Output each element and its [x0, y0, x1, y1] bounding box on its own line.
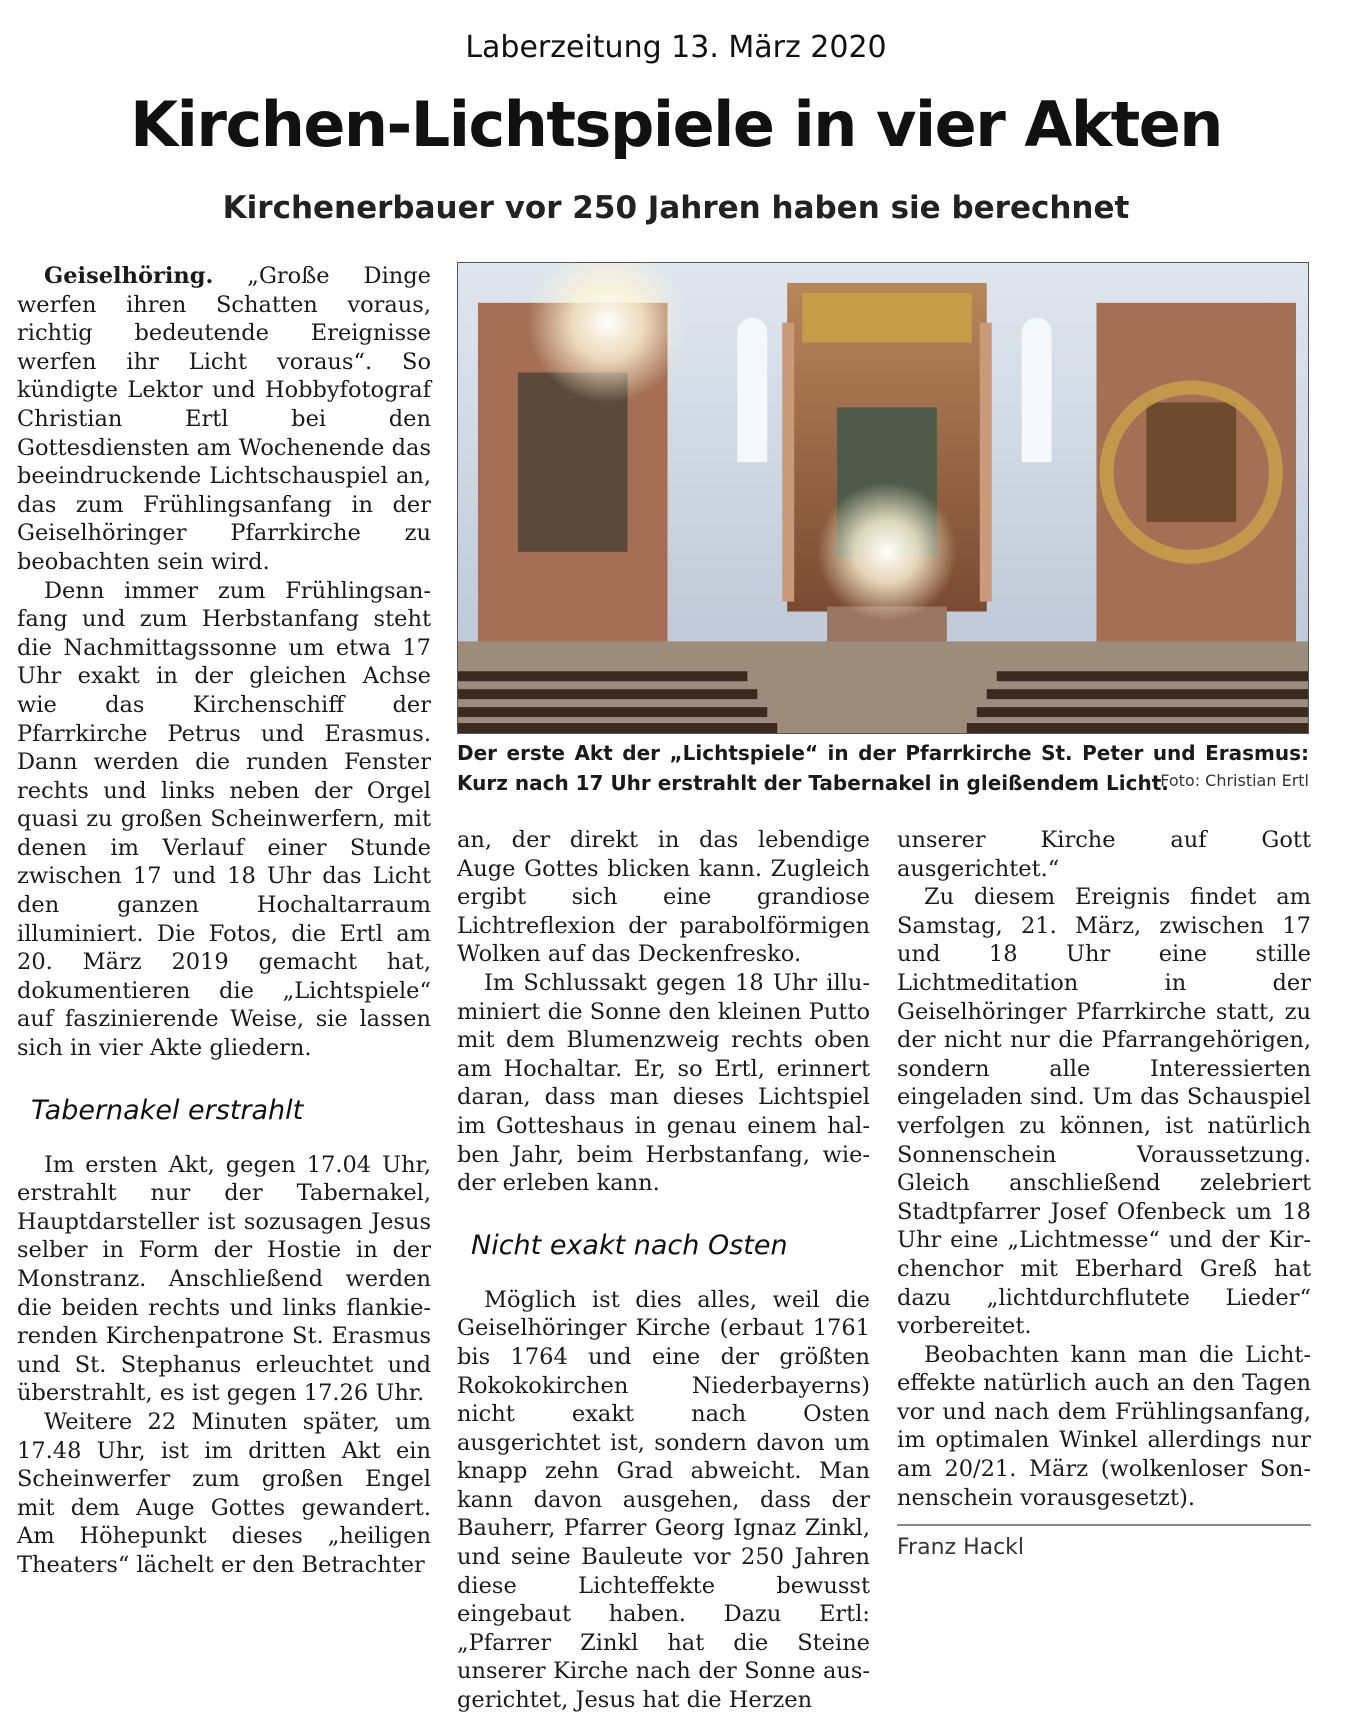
author-divider — [897, 1524, 1311, 1526]
headline: Kirchen-Lichtspiele in vier Akten — [130, 88, 1222, 161]
paragraph-5: Im Schlussakt gegen 18 Uhr illuminiert die Sonne den kleinen Putto mit dem Blumenzweig rechts oben am Hochaltar. Er, so Ertl, erinnert daran, dass man dieses Lichtspiel im Gotteshaus in genau einem halben Jahr, beim Herbstanfang, wieder erleben kann. — [457, 969, 870, 1197]
paragraph-6-continued: unserer Kirche auf Gott ausgerichtet.“ — [897, 827, 1311, 882]
paragraph-8: Beobachten kann man die Lichteffekte natürlich auch an den Tagen vor und nach dem Frühlingsanfang, im optimalen Winkel allerdings nur am 20/21. März (wolkenloser Sonnenschein vorausgesetzt). — [897, 1341, 1311, 1511]
subheading-tabernakel: Tabernakel erstrahlt — [31, 1094, 304, 1126]
paragraph-6: Möglich ist dies alles, weil die Geiselhöringer Kirche (erbaut 1761 bis 1764 und eine der größten Rokokokirchen Niederbayerns) nicht exakt nach Osten ausgerichtet ist, sondern davon um knapp zehn Grad abweicht. Man kann davon ausgehen, dass der Bauherr, Pfarrer Georg Ignaz Zinkl, und seine Bauleute vor 250 Jahren diese Lichteffekte bewusst eingebaut haben. Dazu Ertl: „Pfarrer Zinkl hat die Steine unserer Kirche nach der Sonne ausgerichtet, Jesus hat die Herzen — [457, 1286, 870, 1714]
church-interior-icon — [458, 263, 1308, 733]
author-name: Franz Hackl — [897, 1535, 1025, 1561]
photo-credit: Foto: Christian Ertl — [1160, 771, 1309, 790]
paragraph-7: Zu diesem Ereignis findet am Samstag, 21. März, zwischen 17 und 18 Uhr eine stille Lichtmeditation in der Geiselhöringer Pfarrkirche statt, zu der nicht nur die Pfarrangehörigen, sondern alle Interessierten eingeladen sind. Um das Schauspiel verfolgen zu können, ist natürlich Sonnenschein Voraussetzung. Gleich anschließend zelebriert Stadtpfarrer Josef Ofenbeck um 18 Uhr eine „Lichtmesse“ und der Kirchenchor mit Eberhard Greß hat dazu „lichtdurchflutete Lieder“ vorbereitet. — [897, 884, 1311, 1340]
article-column-1 — [17, 262, 431, 1580]
dateline: Geiselhöring. — [44, 263, 214, 289]
paragraph-4: Weitere 22 Minuten später, um 17.48 Uhr, ist im dritten Akt ein Scheinwerfer zum großen Engel mit dem Auge Gottes gewandert. Am Höhepunkt dieses „heiligen Theaters“ lächelt er den Betrachter — [17, 1408, 431, 1578]
subheading-osten: Nicht exakt nach Osten — [471, 1229, 788, 1261]
article-column-3 — [897, 826, 1311, 1563]
paragraph-2: Denn immer zum Frühlingsanfang und zum Herbstanfang steht die Nachmittagssonne um etwa 17 Uhr exakt in der gleichen Achse wie das Kirchenschiff der Pfarrkirche Petrus und Erasmus. Dann werden die runden Fenster rechts und links neben der Orgel quasi zu großen Scheinwerfern, mit denen im Verlauf einer Stunde zwischen 17 und 18 Uhr das Licht den ganzen Hochaltarraum illuminiert. Die Fotos, die Ertl am 20. März 2019 gemacht hat, dokumentieren die „Lichtspiele“ auf faszinierende Weise, sie lassen sich in vier Akte gliedern. — [17, 577, 431, 1062]
article-column-2 — [457, 826, 870, 1715]
paragraph-1 — [17, 262, 431, 577]
caption-text: Der erste Akt der „Lichtspiele“ in der Pfarrkirche St. Peter und Erasmus: Kurz nach 17 Uhr erstrahlt der Tabernakel in gleißendem Licht. — [457, 741, 1309, 795]
source-line: Laberzeitung 13. März 2020 — [465, 30, 887, 65]
paragraph-4-continued: an, der direkt in das lebendige Auge Gottes blicken kann. Zugleich ergibt sich eine grandiose Lichtreflexion der parabolförmigen Wolken auf das Deckenfresko. — [457, 827, 870, 968]
paragraph-1-text: „Große Dinge werfen ihren Schatten voraus, richtig bedeutende Ereignisse werfen ihr Licht voraus“. So kündigte Lektor und Hobbyfotograf Christian Ertl bei den Gottesdiensten am Wochenende das beeindruckende Lichtschauspiel an, das zum Frühlingsanfang in der Geiselhöringer Pfarrkirche zu beobachten sein wird. — [17, 263, 431, 575]
paragraph-3: Im ersten Akt, gegen 17.04 Uhr, erstrahlt nur der Tabernakel, Hauptdarsteller ist sozusagen Jesus selber in Form der Hostie in der Monstranz. Anschließend werden die beiden rechts und links flankierenden Kirchenpatrone St. Erasmus und St. Stephanus erleuchtet und überstrahlt, es ist gegen 17.26 Uhr. — [17, 1151, 431, 1407]
subheadline: Kirchenerbauer vor 250 Jahren haben sie berechnet — [222, 190, 1130, 226]
church-interior-photo — [457, 262, 1309, 734]
